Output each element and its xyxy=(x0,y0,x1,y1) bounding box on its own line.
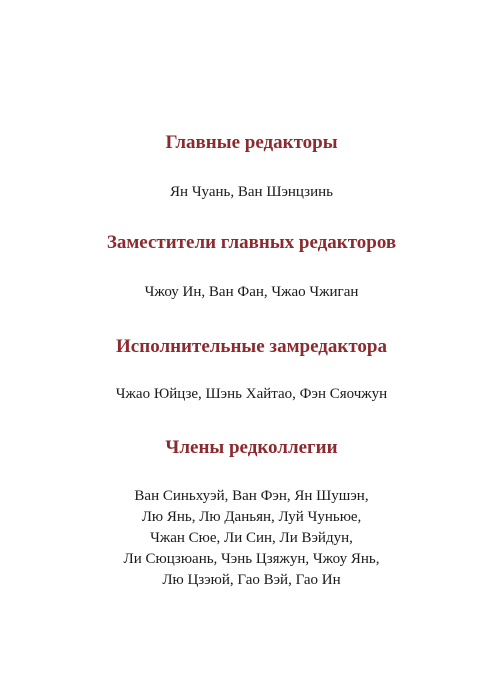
deputy-chief-editors-names xyxy=(0,282,503,303)
executive-deputy-editors-heading: Исполнительные замредактора xyxy=(116,336,387,357)
chief-editors-names xyxy=(0,182,503,203)
name-line: Чжан Сюе, Ли Син, Ли Вэйдун, xyxy=(150,530,353,546)
board-members-heading: Члены редколлегии xyxy=(165,437,338,458)
executive-deputy-editors-names xyxy=(0,384,503,405)
chief-editors-heading: Главные редакторы xyxy=(165,132,338,153)
name-line: Чжоу Ин, Ван Фан, Чжао Чжиган xyxy=(144,284,359,300)
name-line: Ян Чуань, Ван Шэнцзинь xyxy=(170,184,333,200)
name-line: Лю Янь, Лю Даньян, Луй Чуньюе, xyxy=(141,509,362,525)
name-line: Чжао Юйцзе, Шэнь Хайтао, Фэн Сяочжун xyxy=(115,386,388,402)
name-line: Ван Синьхуэй, Ван Фэн, Ян Шушэн, xyxy=(134,488,369,504)
board-members-names xyxy=(0,486,503,591)
name-line: Лю Цзэюй, Гао Вэй, Гао Ин xyxy=(162,572,341,588)
deputy-chief-editors-heading: Заместители главных редакторов xyxy=(106,232,397,253)
name-line: Ли Сюцзюань, Чэнь Цзяжун, Чжоу Янь, xyxy=(123,551,380,567)
